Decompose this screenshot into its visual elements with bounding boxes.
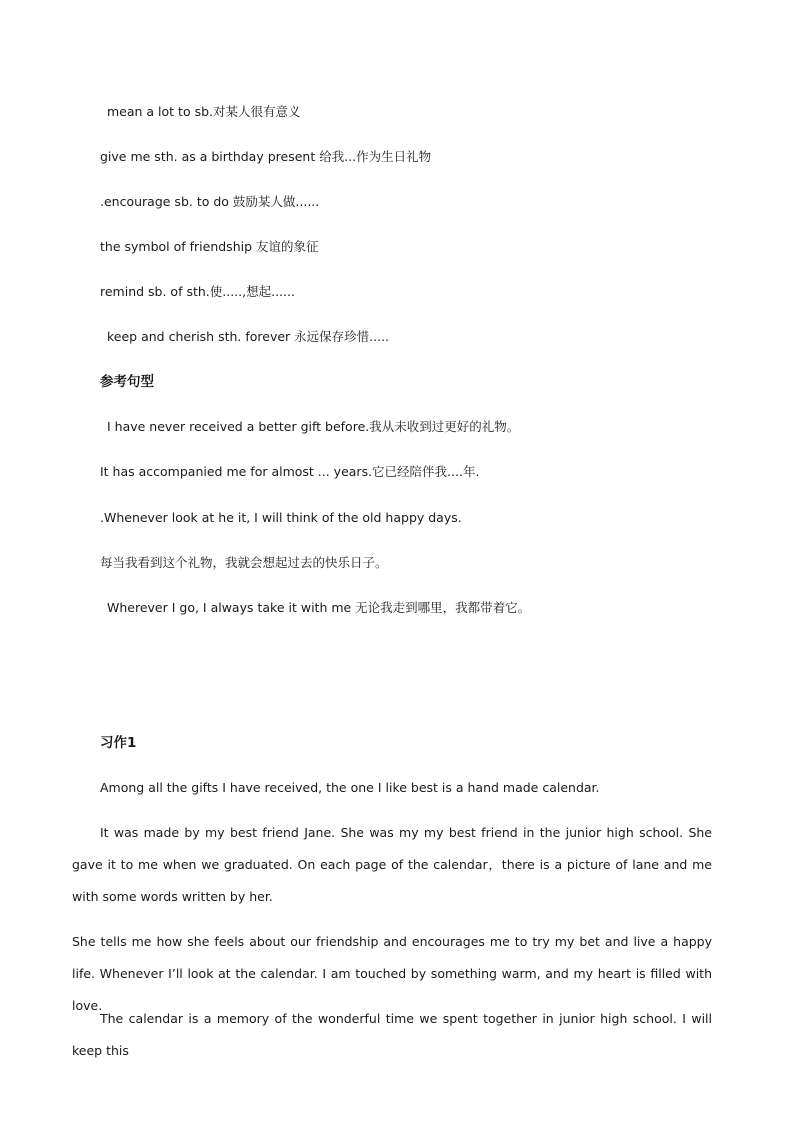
phrase-line: mean a lot to sb.对某人很有意义: [107, 104, 301, 119]
phrase-line: remind sb. of sth.使.....,想起......: [100, 284, 295, 299]
section-heading-essay: 习作1: [100, 735, 137, 751]
phrase-line: give me sth. as a birthday present 给我...作为生日礼物: [100, 149, 432, 164]
sentence-line: Wherever I go, I always take it with me 无论我走到哪里，我都带着它。: [107, 600, 531, 615]
essay-paragraph: It was made by my best friend Jane. She was my my best friend in the junior high school. She gave it to me when we graduated. On each page of the calendar，there is a picture of lane and me with some words written by her.: [72, 825, 712, 904]
essay-paragraph: She tells me how she feels about our friendship and encourages me to try my bet and live a happy life. Whenever I’ll look at the calendar. I am touched by something warm, and my heart is filled with love.: [72, 934, 712, 1013]
essay-paragraph: The calendar is a memory of the wonderful time we spent together in junior high school. I will keep this: [72, 1011, 712, 1058]
sentence-line: 每当我看到这个礼物，我就会想起过去的快乐日子。: [100, 555, 388, 570]
essay-paragraph: Among all the gifts I have received, the one I like best is a hand made calendar.: [100, 780, 600, 795]
section-heading-sentences: 参考句型: [100, 374, 154, 390]
sentence-line: I have never received a better gift before.我从未收到过更好的礼物。: [107, 419, 520, 434]
sentence-line: It has accompanied me for almost ... years.它已经陪伴我....年.: [100, 464, 480, 479]
phrase-line: the symbol of friendship 友谊的象征: [100, 239, 319, 254]
sentence-line: .Whenever look at he it, I will think of the old happy days.: [100, 510, 462, 525]
phrase-line: keep and cherish sth. forever 永远保存珍惜.....: [107, 329, 390, 344]
phrase-line: .encourage sb. to do 鼓励某人做......: [100, 194, 320, 209]
